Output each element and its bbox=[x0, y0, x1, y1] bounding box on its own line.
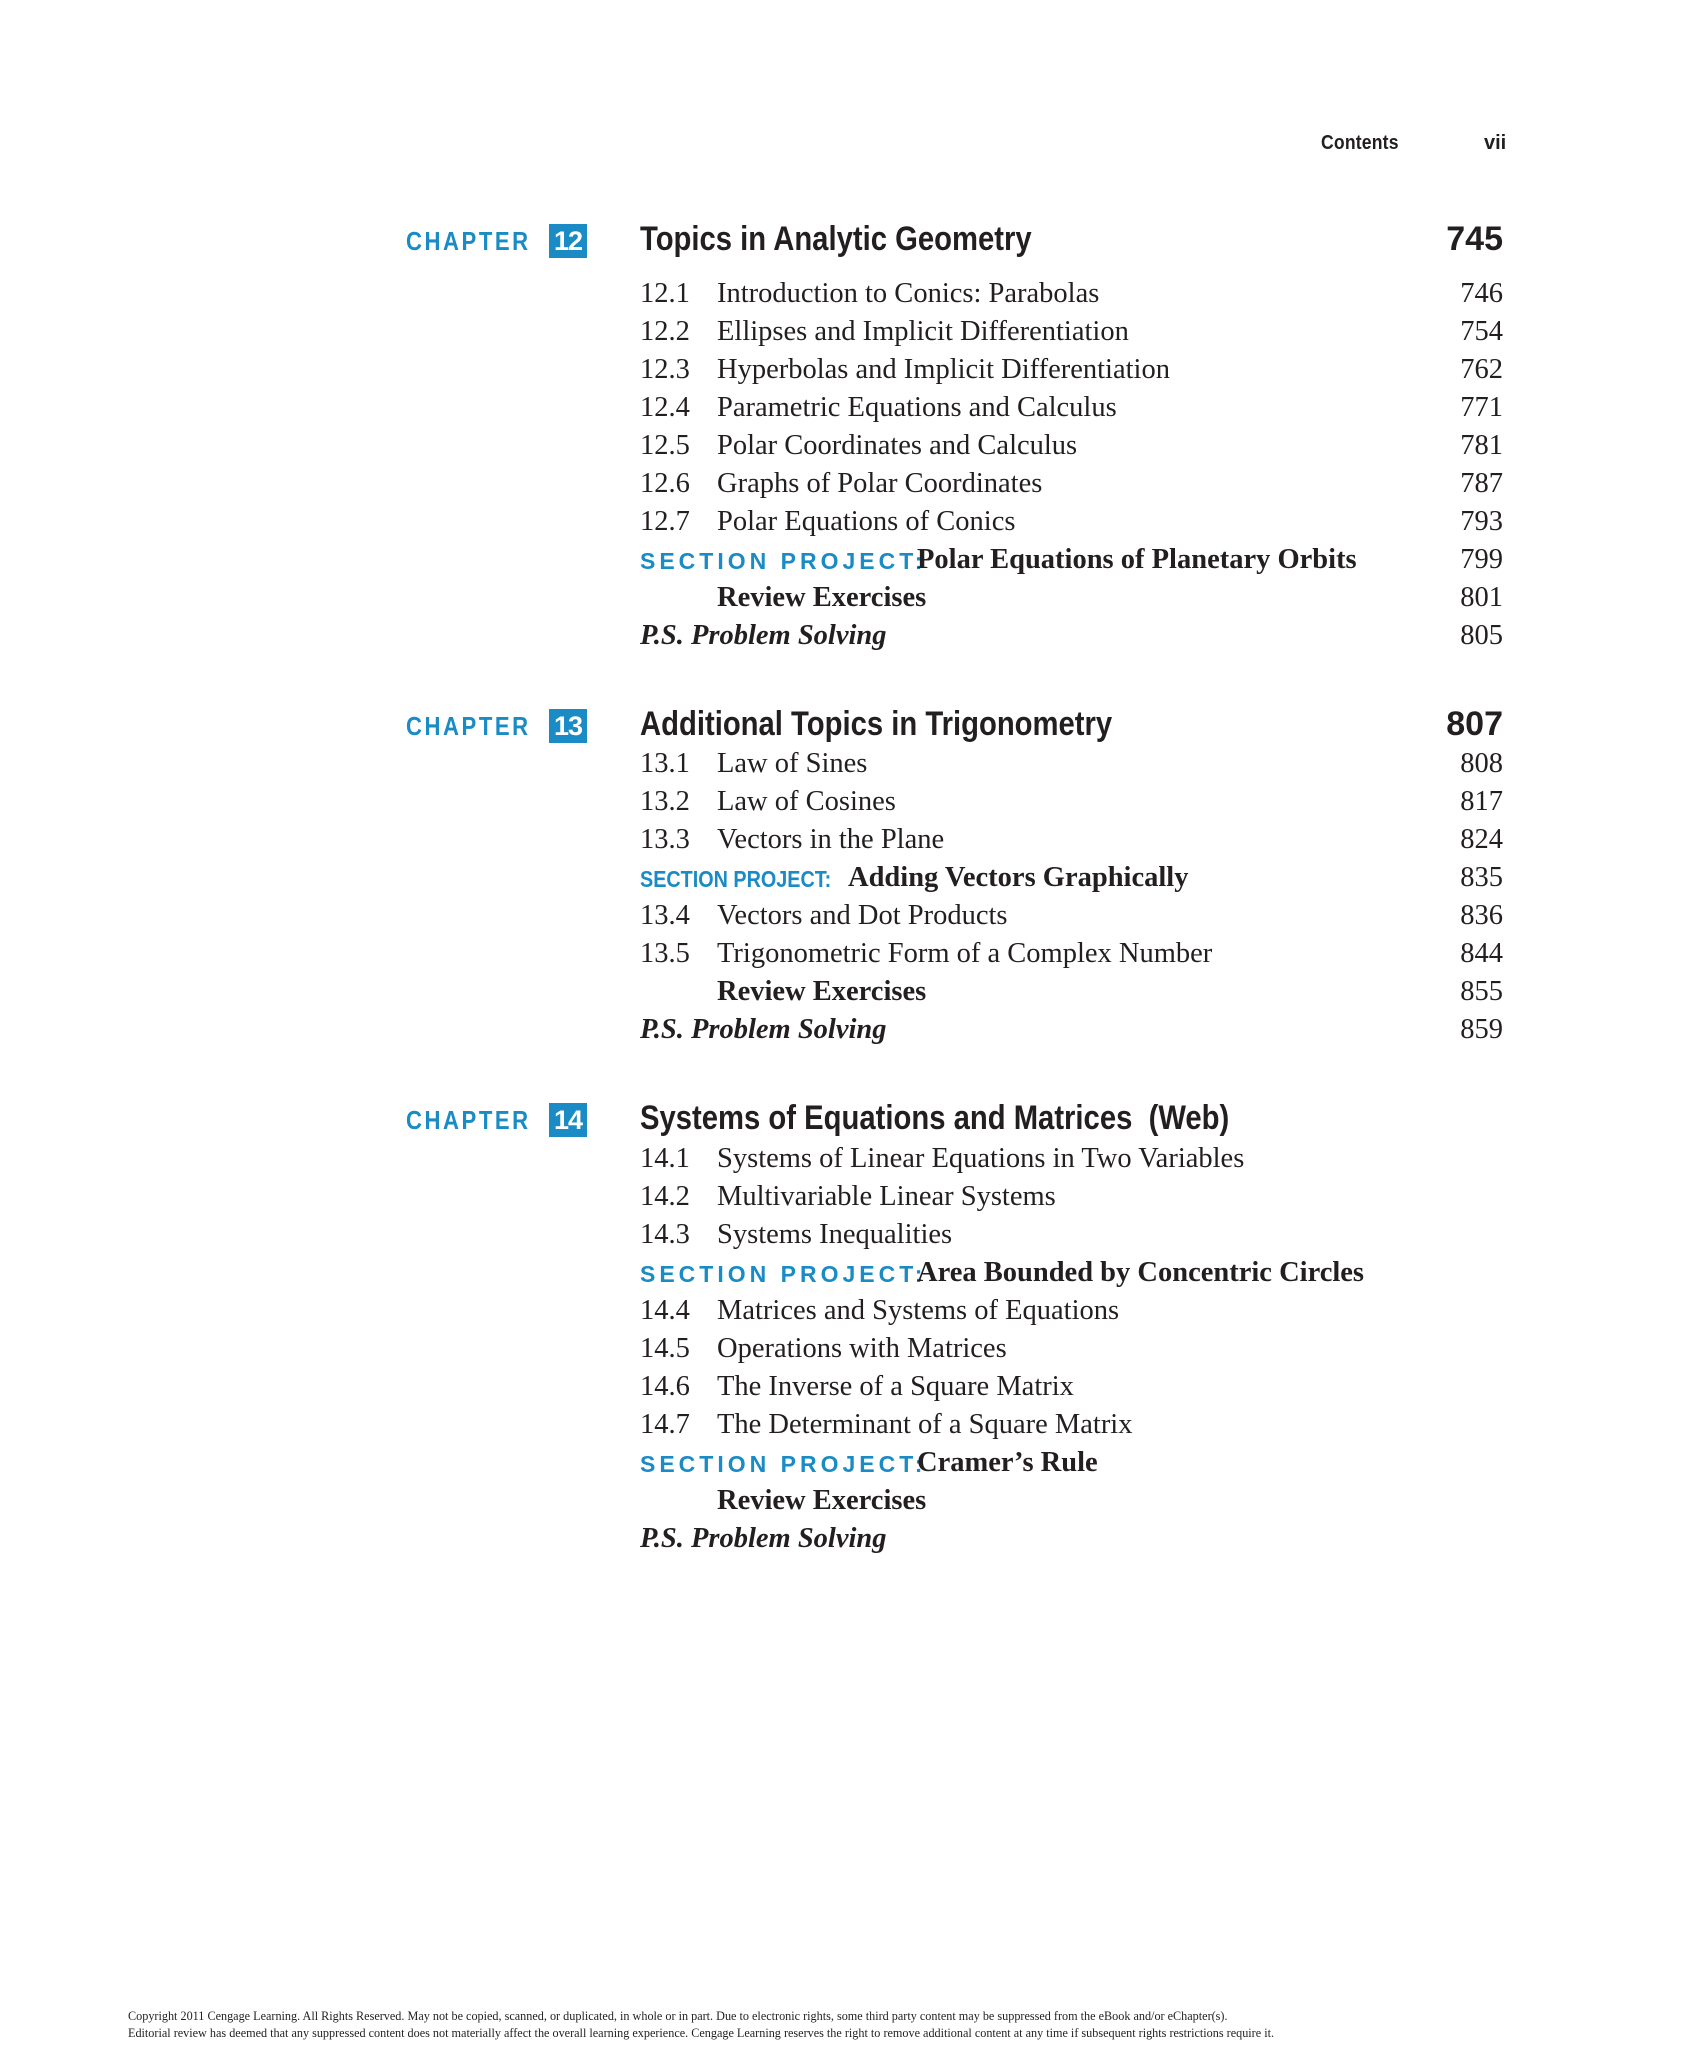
problem-solving-title: P.S. Problem Solving bbox=[640, 620, 887, 651]
section-number: 12.6 bbox=[640, 468, 690, 499]
section-page: 754 bbox=[1460, 316, 1503, 347]
running-header-label: Contents bbox=[1321, 132, 1399, 154]
toc-entry bbox=[640, 1406, 1503, 1444]
section-number: 14.1 bbox=[640, 1143, 690, 1174]
toc-entry bbox=[640, 275, 1503, 313]
section-number: 14.6 bbox=[640, 1371, 690, 1402]
toc-entry bbox=[640, 503, 1503, 541]
toc-entry-review bbox=[640, 1482, 1503, 1520]
chapter-page: 745 bbox=[1446, 220, 1503, 258]
section-project-title: Area Bounded by Concentric Circles bbox=[917, 1257, 1365, 1288]
section-title: The Inverse of a Square Matrix bbox=[717, 1371, 1074, 1402]
section-number: 13.1 bbox=[640, 748, 690, 779]
section-title: Law of Cosines bbox=[717, 786, 896, 817]
review-exercises-title: Review Exercises bbox=[717, 976, 927, 1007]
copyright-footer bbox=[128, 2008, 1568, 2042]
problem-solving-title: P.S. Problem Solving bbox=[640, 1523, 887, 1554]
section-page: 762 bbox=[1460, 354, 1503, 385]
section-number: 13.4 bbox=[640, 900, 690, 931]
section-number: 14.5 bbox=[640, 1333, 690, 1364]
section-title: The Determinant of a Square Matrix bbox=[717, 1409, 1133, 1440]
chapter-title: Topics in Analytic Geometry bbox=[640, 220, 1032, 258]
section-title: Parametric Equations and Calculus bbox=[717, 392, 1117, 423]
toc-entry bbox=[640, 783, 1503, 821]
toc-entry bbox=[640, 1292, 1503, 1330]
chapter-title: Additional Topics in Trigonometry bbox=[640, 705, 1113, 743]
section-title: Multivariable Linear Systems bbox=[717, 1181, 1056, 1212]
chapter-label: CHAPTER bbox=[406, 226, 531, 256]
toc-entry-review bbox=[640, 973, 1503, 1011]
section-project-title: Adding Vectors Graphically bbox=[848, 862, 1189, 893]
section-number: 13.2 bbox=[640, 786, 690, 817]
toc-entry bbox=[640, 389, 1503, 427]
section-page: 835 bbox=[1460, 862, 1503, 893]
section-title: Systems Inequalities bbox=[717, 1219, 953, 1250]
section-page: 799 bbox=[1460, 544, 1503, 575]
toc-entry bbox=[640, 465, 1503, 503]
section-page: 808 bbox=[1460, 748, 1503, 779]
section-title: Polar Equations of Conics bbox=[717, 506, 1016, 537]
toc-entry bbox=[640, 351, 1503, 389]
chapter-page: 807 bbox=[1446, 705, 1503, 743]
section-title: Graphs of Polar Coordinates bbox=[717, 468, 1043, 499]
section-title: Systems of Linear Equations in Two Variables bbox=[717, 1143, 1245, 1174]
toc-entry bbox=[640, 1368, 1503, 1406]
section-page: 787 bbox=[1460, 468, 1503, 499]
section-number: 12.1 bbox=[640, 278, 690, 309]
section-page: 836 bbox=[1460, 900, 1503, 931]
section-title: Polar Coordinates and Calculus bbox=[717, 430, 1078, 461]
chapter-number-badge: 12 bbox=[549, 224, 587, 258]
toc-entry bbox=[640, 1140, 1503, 1178]
section-number: 12.7 bbox=[640, 506, 690, 537]
section-title: Vectors in the Plane bbox=[717, 824, 945, 855]
section-page: 859 bbox=[1460, 1014, 1503, 1045]
toc-entry-section-project bbox=[640, 859, 1503, 897]
toc-entry-problem-solving bbox=[640, 1520, 1503, 1558]
section-page: 844 bbox=[1460, 938, 1503, 969]
section-title: Hyperbolas and Implicit Differentiation bbox=[717, 354, 1170, 385]
section-project-label: SECTION PROJECT: bbox=[640, 866, 832, 892]
toc-entry bbox=[640, 821, 1503, 859]
section-number: 12.3 bbox=[640, 354, 690, 385]
toc-entry bbox=[640, 1330, 1503, 1368]
section-title: Ellipses and Implicit Differentiation bbox=[717, 316, 1129, 347]
section-number: 12.4 bbox=[640, 392, 690, 423]
section-project-label: SECTION PROJECT: bbox=[640, 1451, 927, 1477]
section-title: Trigonometric Form of a Complex Number bbox=[717, 938, 1213, 969]
toc-entry bbox=[640, 313, 1503, 351]
chapter-label: CHAPTER bbox=[406, 1105, 531, 1135]
section-title: Law of Sines bbox=[717, 748, 868, 779]
toc-entry-review bbox=[640, 579, 1503, 617]
section-number: 12.5 bbox=[640, 430, 690, 461]
section-number: 13.3 bbox=[640, 824, 690, 855]
toc-entry bbox=[640, 897, 1503, 935]
section-title: Vectors and Dot Products bbox=[717, 900, 1008, 931]
toc-entry-problem-solving bbox=[640, 1011, 1503, 1049]
section-page: 805 bbox=[1460, 620, 1503, 651]
chapter-number-badge: 13 bbox=[549, 709, 587, 743]
section-project-label: SECTION PROJECT: bbox=[640, 548, 927, 574]
toc-entry bbox=[640, 427, 1503, 465]
toc-entry bbox=[640, 745, 1503, 783]
section-number: 14.4 bbox=[640, 1295, 690, 1326]
section-project-label: SECTION PROJECT: bbox=[640, 1261, 927, 1287]
section-page: 855 bbox=[1460, 976, 1503, 1007]
running-header-page-number: vii bbox=[1484, 132, 1507, 154]
problem-solving-title: P.S. Problem Solving bbox=[640, 1014, 887, 1045]
section-page: 771 bbox=[1460, 392, 1503, 423]
chapter-label: CHAPTER bbox=[406, 711, 531, 741]
section-project-title: Cramer’s Rule bbox=[917, 1447, 1098, 1478]
section-number: 14.2 bbox=[640, 1181, 690, 1212]
toc-entry-problem-solving bbox=[640, 617, 1503, 655]
chapter-number-badge: 14 bbox=[549, 1103, 587, 1137]
section-page: 746 bbox=[1460, 278, 1503, 309]
review-exercises-title: Review Exercises bbox=[717, 582, 927, 613]
section-title: Operations with Matrices bbox=[717, 1333, 1007, 1364]
section-title: Matrices and Systems of Equations bbox=[717, 1295, 1120, 1326]
section-page: 801 bbox=[1460, 582, 1503, 613]
section-page: 793 bbox=[1460, 506, 1503, 537]
section-page: 824 bbox=[1460, 824, 1503, 855]
section-page: 781 bbox=[1460, 430, 1503, 461]
section-title: Introduction to Conics: Parabolas bbox=[717, 278, 1100, 309]
section-page: 817 bbox=[1460, 786, 1503, 817]
section-project-title: Polar Equations of Planetary Orbits bbox=[917, 544, 1357, 575]
section-number: 13.5 bbox=[640, 938, 690, 969]
chapter-12-entries bbox=[640, 275, 1503, 655]
copyright-line-2: Editorial review has deemed that any suppressed content does not materially affect the overall learning experience. Cengage Learning reserves the right to remove additional content at any time if subsequent rights restrictions require it. bbox=[128, 2026, 1275, 2040]
chapter-14-entries bbox=[640, 1140, 1503, 1558]
section-number: 14.3 bbox=[640, 1219, 690, 1250]
toc-entry bbox=[640, 1216, 1503, 1254]
running-header bbox=[0, 132, 1683, 162]
chapter-13-entries bbox=[640, 745, 1503, 1049]
section-number: 14.7 bbox=[640, 1409, 690, 1440]
toc-entry-section-project bbox=[640, 541, 1503, 579]
toc-entry bbox=[640, 935, 1503, 973]
section-number: 12.2 bbox=[640, 316, 690, 347]
toc-entry-section-project bbox=[640, 1254, 1503, 1292]
review-exercises-title: Review Exercises bbox=[717, 1485, 927, 1516]
toc-entry bbox=[640, 1178, 1503, 1216]
copyright-line-1: Copyright 2011 Cengage Learning. All Rights Reserved. May not be copied, scanned, or duplicated, in whole or in part. Due to electronic rights, some third party content may be suppressed from the eBook and/or eChapter(s). bbox=[128, 2009, 1228, 2023]
chapter-title: Systems of Equations and Matrices (Web) bbox=[640, 1099, 1230, 1137]
toc-entry-section-project bbox=[640, 1444, 1503, 1482]
